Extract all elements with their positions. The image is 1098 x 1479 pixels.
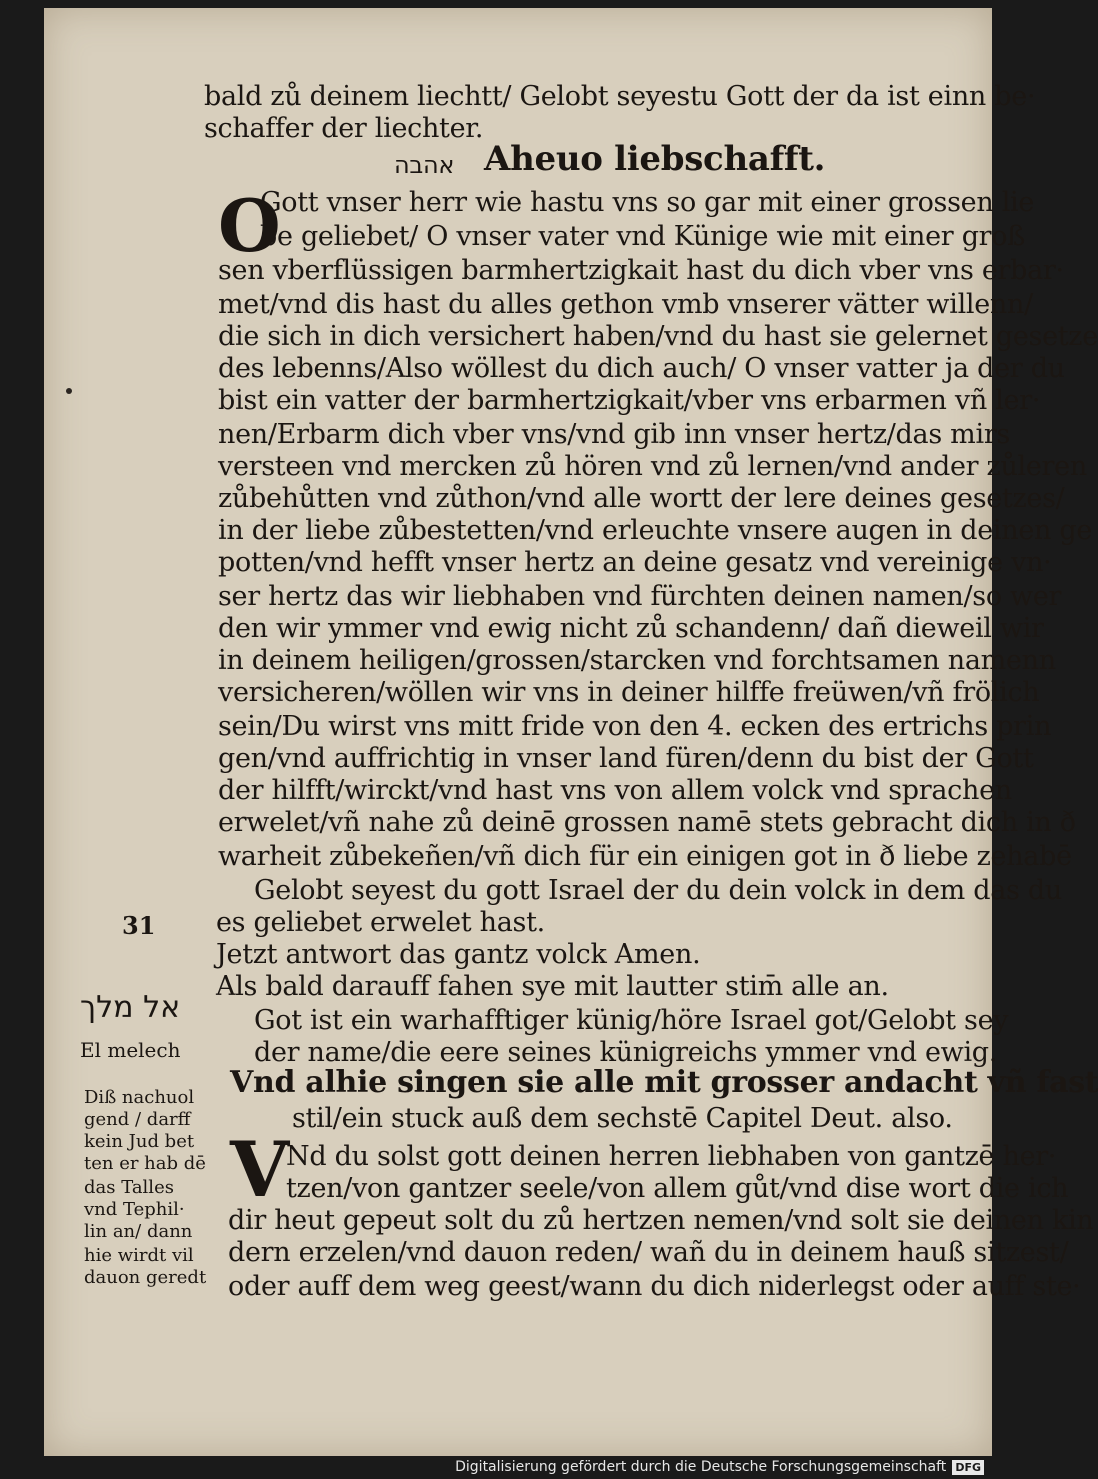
initial-o: O <box>218 183 281 268</box>
text-line: es geliebet erwelet hast. <box>216 907 545 938</box>
text-line: versicheren/wöllen wir vns in deiner hilffe freüwen/vñ frölich <box>218 677 1040 708</box>
text-line: tzen/von gantzer seele/von allem gůt/vnd dise wort die ich <box>286 1173 1069 1204</box>
initial-v: V <box>230 1125 289 1214</box>
text-line: Gott vnser herr wie hastu vns so gar mit einer grossen lie <box>260 187 1035 218</box>
section-heading: Aheuo liebschafft. <box>484 139 826 179</box>
text-line: Nd du solst gott deinen herren liebhaben von gantzē her· <box>286 1141 1057 1172</box>
margin-number: 31 <box>122 911 156 940</box>
text-line: Jetzt antwort das gantz volck Amen. <box>216 939 701 970</box>
text-line: bist ein vatter der barmhertzigkait/vber vns erbarmen vñ ler· <box>218 385 1041 416</box>
margin-note-line: das Talles <box>84 1177 174 1198</box>
text-line: sen vberflüssigen barmhertzigkait hast du dich vber vns erbar· <box>218 255 1064 286</box>
margin-note-line: lin an/ dann <box>84 1221 193 1242</box>
text-line: in deinem heiligen/grossen/starcken vnd forchtsamen namenn <box>218 645 1056 676</box>
margin-note-line: gend / darff <box>84 1109 191 1130</box>
heading-hebrew: אהבה <box>394 151 455 179</box>
margin-translit: El melech <box>80 1038 181 1062</box>
margin-dot <box>66 388 72 394</box>
rubric-line: stil/ein stuck auß dem sechstē Capitel Deut. also. <box>292 1103 953 1134</box>
text-line: der hilfft/wirckt/vnd hast vns von allem volck vnd sprachen <box>218 775 1012 806</box>
text-line: schaffer der liechter. <box>204 113 484 144</box>
margin-note-line: kein Jud bet <box>84 1131 195 1152</box>
text-line: dir heut gepeut solt du zů hertzen nemen/vnd solt sie deinen kin <box>228 1205 1094 1236</box>
text-line: be geliebet/ O vnser vater vnd Künige wie mit einer groß <box>260 221 1025 252</box>
text-line: warheit zůbekeñen/vñ dich für ein einigen got in ð liebe zehabē <box>218 841 1072 872</box>
text-line: met/vnd dis hast du alles gethon vmb vnserer vätter willenn/ <box>218 289 1033 320</box>
margin-note-line: hie wirdt vil <box>84 1245 194 1266</box>
rubric-line: Vnd alhie singen sie alle mit grosser andacht vñ fast <box>230 1065 1098 1100</box>
text-line: der name/die eere seines künigreichs ymmer vnd ewig. <box>254 1037 998 1068</box>
text-line: in der liebe zůbestetten/vnd erleuchte vnsere augen in deinen ge <box>218 515 1093 546</box>
text-line: Gelobt seyest du gott Israel der du dein volck in dem das du <box>254 875 1062 906</box>
margin-note-line: ten er hab dē <box>84 1153 206 1174</box>
text-line: des lebenns/Also wöllest du dich auch/ O vnser vatter ja der du <box>218 353 1065 384</box>
text-line: oder auff dem weg geest/wann du dich niderlegst oder auff ste· <box>228 1271 1081 1302</box>
text-line: die sich in dich versichert haben/vnd du hast sie gelernet gesetze <box>218 321 1098 352</box>
margin-hebrew: אל מלך <box>80 990 181 1025</box>
margin-note-line: vnd Tephil· <box>84 1199 185 1220</box>
text-line: den wir ymmer vnd ewig nicht zů schandenn/ dañ dieweil wir <box>218 613 1044 644</box>
dfg-logo: DFG <box>952 1460 984 1475</box>
book-page <box>44 8 1098 1456</box>
text-line: versteen vnd mercken zů hören vnd zů lernen/vnd ander zůleren <box>218 451 1087 482</box>
text-line: Als bald darauff fahen sye mit lautter stim̄ alle an. <box>216 971 889 1002</box>
margin-note-line: Diß nachuol <box>84 1087 195 1108</box>
text-line: dern erzelen/vnd dauon reden/ wañ du in deinem hauß sitzest/ <box>228 1237 1069 1268</box>
text-line: gen/vnd auffrichtig in vnser land füren/denn du bist der Gott <box>218 743 1034 774</box>
text-line: Got ist ein warhafftiger künig/höre Israel got/Gelobt sey <box>254 1005 1009 1036</box>
text-line: erwelet/vñ nahe zů deinē grossen namē stets gebracht dich in ð <box>218 807 1076 838</box>
text-line: zůbehůtten vnd zůthon/vnd alle wortt der lere deines gesetzes/ <box>218 483 1065 514</box>
text-line: ser hertz das wir liebhaben vnd fürchten deinen namen/so wer <box>218 581 1062 612</box>
margin-note-line: dauon geredt <box>84 1267 207 1288</box>
footer <box>455 1459 984 1475</box>
text-line: bald zů deinem liechtt/ Gelobt seyestu Gott der da ist einn be· <box>204 81 1036 112</box>
text-line: potten/vnd hefft vnser hertz an deine gesatz vnd vereinige vn· <box>218 547 1052 578</box>
text-line: sein/Du wirst vns mitt fride von den 4. ecken des ertrichs prin <box>218 711 1052 742</box>
footer-text: Digitalisierung gefördert durch die Deutsche Forschungsgemeinschaft <box>455 1459 947 1475</box>
text-line: nen/Erbarm dich vber vns/vnd gib inn vnser hertz/das mirs <box>218 419 1010 450</box>
